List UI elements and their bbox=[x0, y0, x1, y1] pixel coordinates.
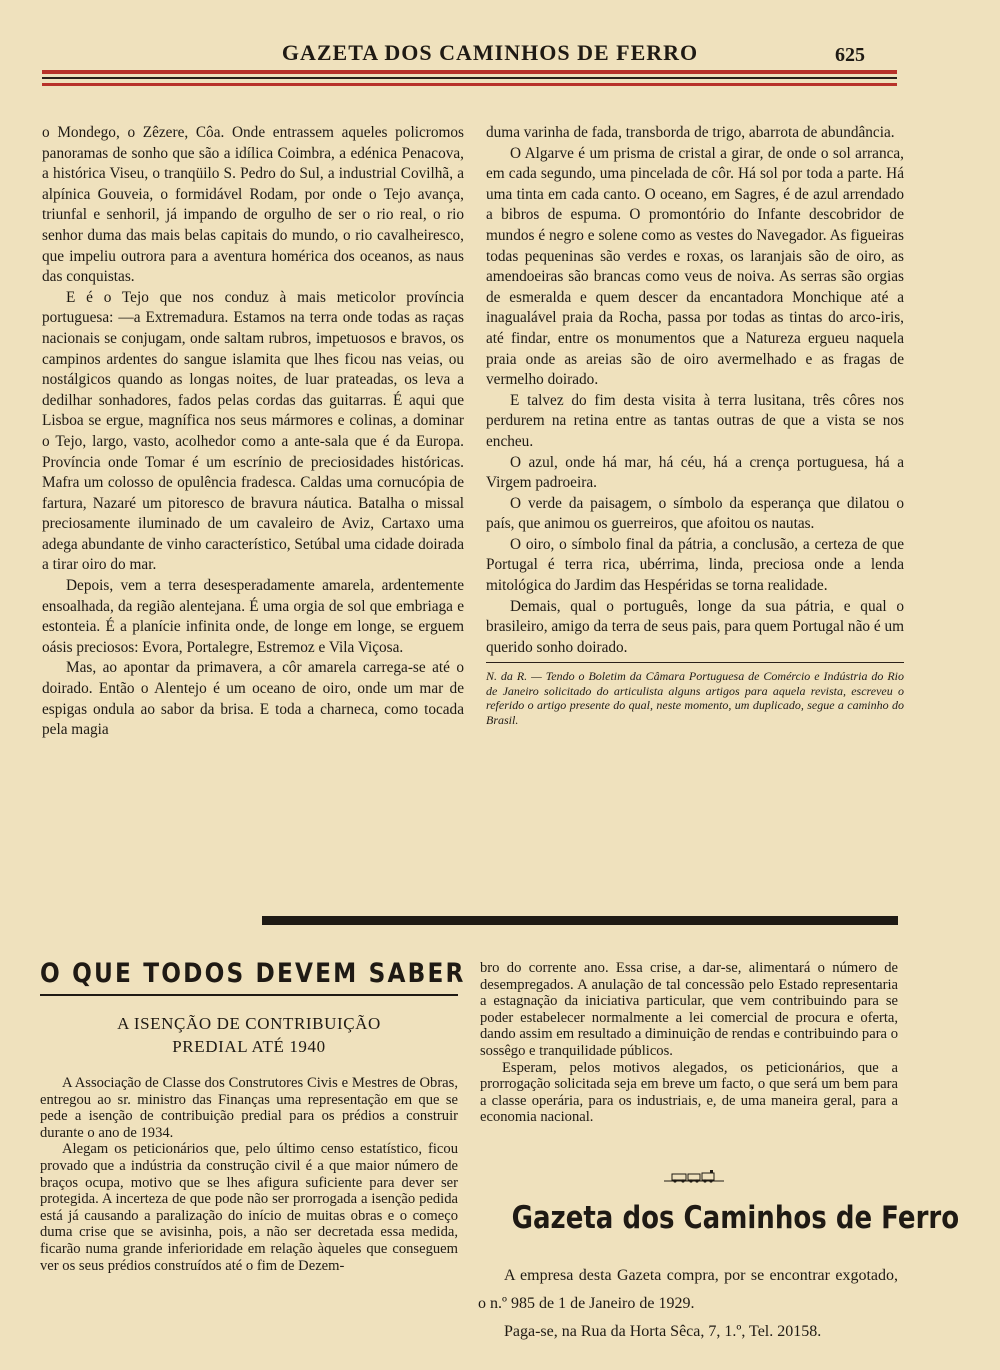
paragraph: E é o Tejo que nos conduz à mais meticolor província portuguesa: —a Extremadura. Estamos na terra onde todas as raças nacionais se conjugam, onde saltam rubros, impetuosos e bravos, os campinos ardentes do sangue islamita que lhes ficou nas veias, ou nostálgicos quando as longas noites, de luar prateadas, os leva a dedilhar sonhadores, fados pelas cordas das guitarras. É aqui que Lisboa se ergue, magnífica nos seus mármores e colinas, a dominar o Tejo, largo, vasto, acolhedor como a ante-sala que é da Europa. Província onde Tomar é um escrínio de preciosidades históricas. Mafra um colosso de opulência fradesca. Caldas uma cornucópia de fartura, Nazaré um pitoresco de bravura náutica. Batalha o missal preciosamente iluminado de um cavaleiro de Aviz, Cartaxo uma adega abundante de vinho característico, Setúbal uma cidade doirada a tirar oiro do mar. bbox=[42, 288, 464, 574]
paragraph: Esperam, pelos motivos alegados, os peticionários, que a prorrogação solicitada seja em breve um facto, o que será um bem para a classe operária, para os industriais, e, de uma maneira geral, para a economia nacional. bbox=[480, 1059, 898, 1126]
article-subtitle bbox=[40, 1012, 458, 1058]
article-left-column bbox=[42, 123, 464, 741]
editor-note: N. da R. — Tendo o Boletim da Câmara Portuguesa de Comércio e Indústria do Rio de Janeiro solicitado do articulista alguns artigos para aquela revista, escreveu o referido o artigo presente do qual, neste momento, um duplicado, segue a caminho do Brasil. bbox=[486, 662, 904, 727]
advertisement-text bbox=[478, 1262, 898, 1346]
paragraph: O verde da paisagem, o símbolo da esperança que dilatou o país, que animou os guerreiros, que afoitou os nautas. bbox=[486, 494, 904, 533]
section-heading: O QUE TODOS DEVEM SABER bbox=[40, 958, 466, 989]
page-number: 625 bbox=[835, 44, 865, 66]
section-divider-rule bbox=[262, 916, 898, 925]
section-heading-underline bbox=[40, 994, 458, 996]
subtitle-line: PREDIAL ATÉ 1940 bbox=[172, 1037, 326, 1056]
paragraph: E talvez do fim desta visita à terra lusitana, três côres nos perdurem na retina entre as tantas outras de que a vista se nos encheu. bbox=[486, 391, 904, 450]
paragraph: Alegam os peticionários que, pelo último censo estatístico, ficou provado que a indústria da construção civil é a que maior número de braços ocupa, motivo que se lhes afigura suficiente para dever ser protegida. A incerteza de que pode não ser prorrogada a isenção pedida está já causando a paralização do início de muitas obras e o começo duma crise que se avisinha, pois, a não ser decretada essa medida, ficarão numa grande inferioridade em relação àqueles que conseguem ver os seus prédios construídos até o fim de Dezem- bbox=[40, 1141, 458, 1274]
article-right-column bbox=[486, 123, 904, 727]
paragraph: O oiro, o símbolo final da pátria, a conclusão, a certeza de que Portugal é terra rica, ubérrima, linda, preciosa onde a lenda mitológica do Jardim das Hespéridas se torna realidade. bbox=[486, 535, 904, 595]
running-title: GAZETA DOS CAMINHOS DE FERRO bbox=[281, 40, 699, 65]
paragraph: A Associação de Classe dos Construtores Civis e Mestres de Obras, entregou ao sr. ministro das Finanças uma representação em que se pede a isenção de contribuição predial para os prédios a construir durante o ano de 1934. bbox=[40, 1075, 458, 1141]
advertisement-title: Gazeta dos Caminhos de Ferro bbox=[511, 1200, 960, 1236]
section-left-column bbox=[40, 1075, 458, 1274]
subtitle-line: A ISENÇÃO DE CONTRIBUIÇÃO bbox=[117, 1014, 381, 1033]
header-rule-black bbox=[42, 77, 897, 79]
advertisement-line: A empresa desta Gazeta compra, por se encontrar exgotado, o n.º 985 de 1 de Janeiro de 1929. bbox=[478, 1267, 898, 1312]
header-rule-red-bottom bbox=[42, 83, 897, 86]
paragraph: duma varinha de fada, transborda de trigo, abarrota de abundância. bbox=[486, 124, 895, 141]
advertisement-line: Paga-se, na Rua da Horta Sêca, 7, 1.º, Tel. 20158. bbox=[504, 1323, 822, 1340]
paragraph: Mas, ao apontar da primavera, a côr amarela carrega-se até o doirado. Então o Alentejo é um oceano de oiro, onde um mar de espigas ondula ao sabor da brisa. E toda a charneca, como tocada pela magia bbox=[42, 659, 464, 739]
paragraph: O Algarve é um prisma de cristal a girar, de onde o sol arranca, em cada segundo, uma pincelada de côr. Há sol por toda a parte. Há uma tinta em cada canto. O oceano, em Sagres, é de azul arrendado a bibros de espuma. O promontório do Infante descobridor de mundos é negro e solene como as vestes do Navegador. As figueiras todas pequeninas são verdes e roxas, os laranjais são de oiro, as amendoeiras são brancas como veus de noiva. As serras são orgias de esmeralda e quem descer da encantadora Monchique até a inagualável praia da Rocha, passa por todas as tintas do arco-iris, até findar, entre os monumentos que a Natureza ergueu naquela praia onde as areias são de oiro avermelhado e as fragas de vermelho doirado. bbox=[486, 144, 904, 389]
paragraph: Depois, vem a terra desesperadamente amarela, ardentemente ensoalhada, da região alentejana. É uma orgia de sol que embriaga e estonteia. É a planície infinita onde, de longe em longe, se erguem oásis preciosos: Evora, Portalegre, Estremoz e Vila Viçosa. bbox=[42, 577, 464, 656]
header-rule-red-top bbox=[42, 70, 897, 74]
paragraph: bro do corrente ano. Essa crise, a dar-se, alimentará o número de desempregados. A anulação de tal concessão pelo Estado representaria a estagnação da iniciativa particular, que vem contribuindo para se poder estabelecer normalmente a lei comercial de procura e oferta, dando assim em resultado a diminuição de rendas e contribuindo para o sossêgo e tranquilidade públicos. bbox=[480, 960, 898, 1059]
train-ornament-icon bbox=[664, 1170, 724, 1184]
paragraph: O azul, onde há mar, há céu, há a crença portuguesa, há a Virgem padroeira. bbox=[486, 453, 904, 492]
paragraph: Demais, qual o português, longe da sua pátria, e qual o brasileiro, amigo da terra de seus pais, para quem Portugal não é um querido sonho doirado. bbox=[486, 597, 904, 656]
paragraph: o Mondego, o Zêzere, Côa. Onde entrassem aqueles policromos panoramas de sonho que são a idílica Coimbra, a edénica Penacova, a histórica Viseu, o tranqüilo S. Pedro do Sul, a industrial Covilhã, a alpínica Gouveia, o formidável Rodam, por onde o Tejo avança, triunfal e senhoril, já impando de orgulho de ser o rio real, o rio senhor duma das mais belas capitais do mundo, o rio cavalheiresco, que impeliu outrora para a aventura homérica dos oceanos, as naus das conquistas. bbox=[42, 124, 464, 286]
section-right-column bbox=[480, 960, 898, 1126]
